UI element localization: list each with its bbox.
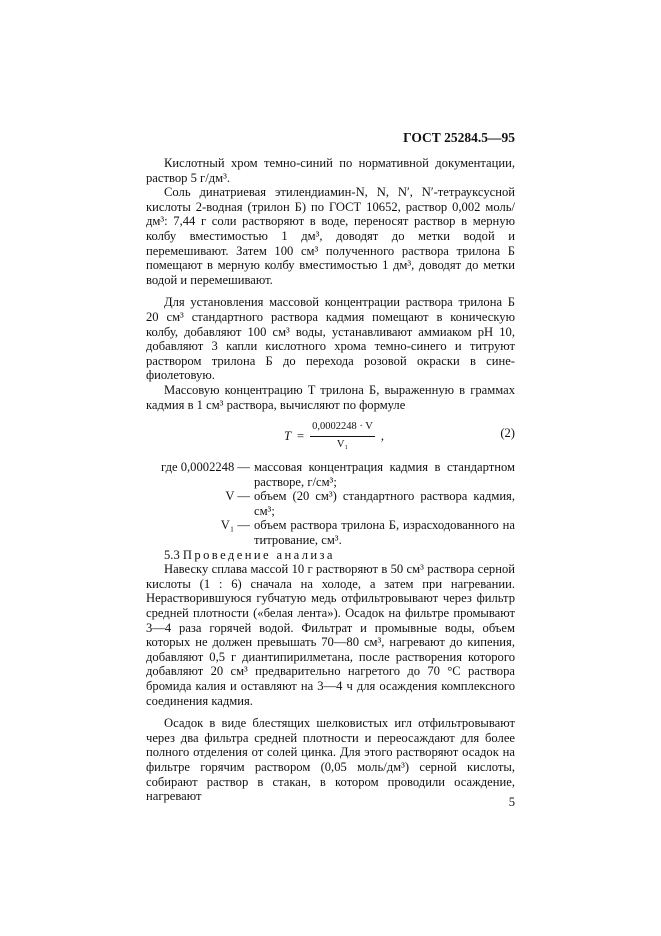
section-heading bbox=[146, 548, 515, 563]
definition-symbol: V — bbox=[225, 489, 250, 504]
formula bbox=[146, 416, 515, 454]
definition-text: объем раствора трилона Б, израсходованного на титрование, см³. bbox=[254, 518, 515, 548]
paragraph: Осадок в виде блестящих шелковистых игл отфильтровывают через два фильтра средней плотности и переосаждают для более полного отделения от солей цинка. Для этого растворяют осадок на фильтре горячим раствором (0,05 моль/дм³) серной кислоты, собирают раствор в стакан, в котором проводили осаждение, нагревают bbox=[146, 716, 515, 804]
formula-lhs: T bbox=[284, 428, 292, 443]
equation-number: (2) bbox=[500, 426, 515, 441]
section-title: Проведение анализа bbox=[182, 547, 335, 562]
paragraph: Соль динатриевая этилендиамин-N, N, N′, N′-тетрауксусной кислоты 2-водная (трилон Б) по ГОСТ 10652, раствор 0,002 моль/дм³: 7,44 г соли растворяют в воде, переносят раствор в мерную колбу вместимостью 1 дм³, доводят до метки водой и перемешивают. Затем 100 см³ полученного раствора трилона Б помещают в мерную колбу вместимостью 1 дм³, доводят до метки водой и перемешивают. bbox=[146, 185, 515, 287]
definition-text: объем (20 см³) стандартного раствора кадмия, см³; bbox=[254, 489, 515, 518]
formula-denominator: V₁ bbox=[336, 438, 349, 450]
page-number: 5 bbox=[508, 795, 515, 809]
formula-numerator: 0,0002248 · V bbox=[310, 420, 375, 437]
document-header: ГОСТ 25284.5—95 bbox=[403, 130, 515, 145]
paragraph: Навеску сплава массой 10 г растворяют в 50 см³ раствора серной кислоты (1 : 6) сначала на холоде, а затем при нагревании. Нерастворившуюся губчатую медь отфильтровывают через фильтр средней плотности («белая лента»). Осадок на фильтре промывают 3—4 раза горячей водой. Фильтрат и промывные воды, объем которых не должен превышать 70—80 см³, нагревают до кипения, добавляют 0,5 г диантипирилметана, после растворения которого добавляют 20 см³ предварительно нагретого до 70 °С раствора бромида калия и оставляют на 3—4 ч для осаждения комплексного соединения кадмия. bbox=[146, 562, 515, 708]
formula-equals: = bbox=[297, 428, 305, 443]
definition-row bbox=[146, 518, 515, 547]
variable-definitions bbox=[146, 460, 515, 548]
formula-comma: , bbox=[380, 428, 385, 443]
where-label: где bbox=[161, 460, 178, 475]
formula-fraction bbox=[310, 420, 375, 452]
definition-row bbox=[146, 460, 515, 489]
paragraph: Кислотный хром темно-синий по нормативной документации, раствор 5 г/дм³. bbox=[146, 156, 515, 185]
paragraph: Для установления массовой концентрации раствора трилона Б 20 см³ стандартного раствора кадмия помещают в коническую колбу, добавляют 100 см³ воды, устанавливают аммиаком рН 10, добавляют 3 капли кислотного хрома темно-синего и титруют раствором трилона Б до перехода розовой окраски в сине-фиолетовую. bbox=[146, 295, 515, 383]
definition-symbol: V₁ — bbox=[220, 518, 250, 533]
definition-text: массовая концентрация кадмия в стандартном растворе, г/см³; bbox=[254, 460, 515, 489]
page-body bbox=[146, 156, 515, 804]
definition-row bbox=[146, 489, 515, 518]
paragraph: Массовую концентрацию T трилона Б, выраженную в граммах кадмия в 1 см³ раствора, вычисляют по формуле bbox=[146, 382, 515, 412]
definition-symbol: где 0,0002248 — bbox=[161, 460, 250, 475]
section-number: 5.3 bbox=[164, 547, 180, 562]
